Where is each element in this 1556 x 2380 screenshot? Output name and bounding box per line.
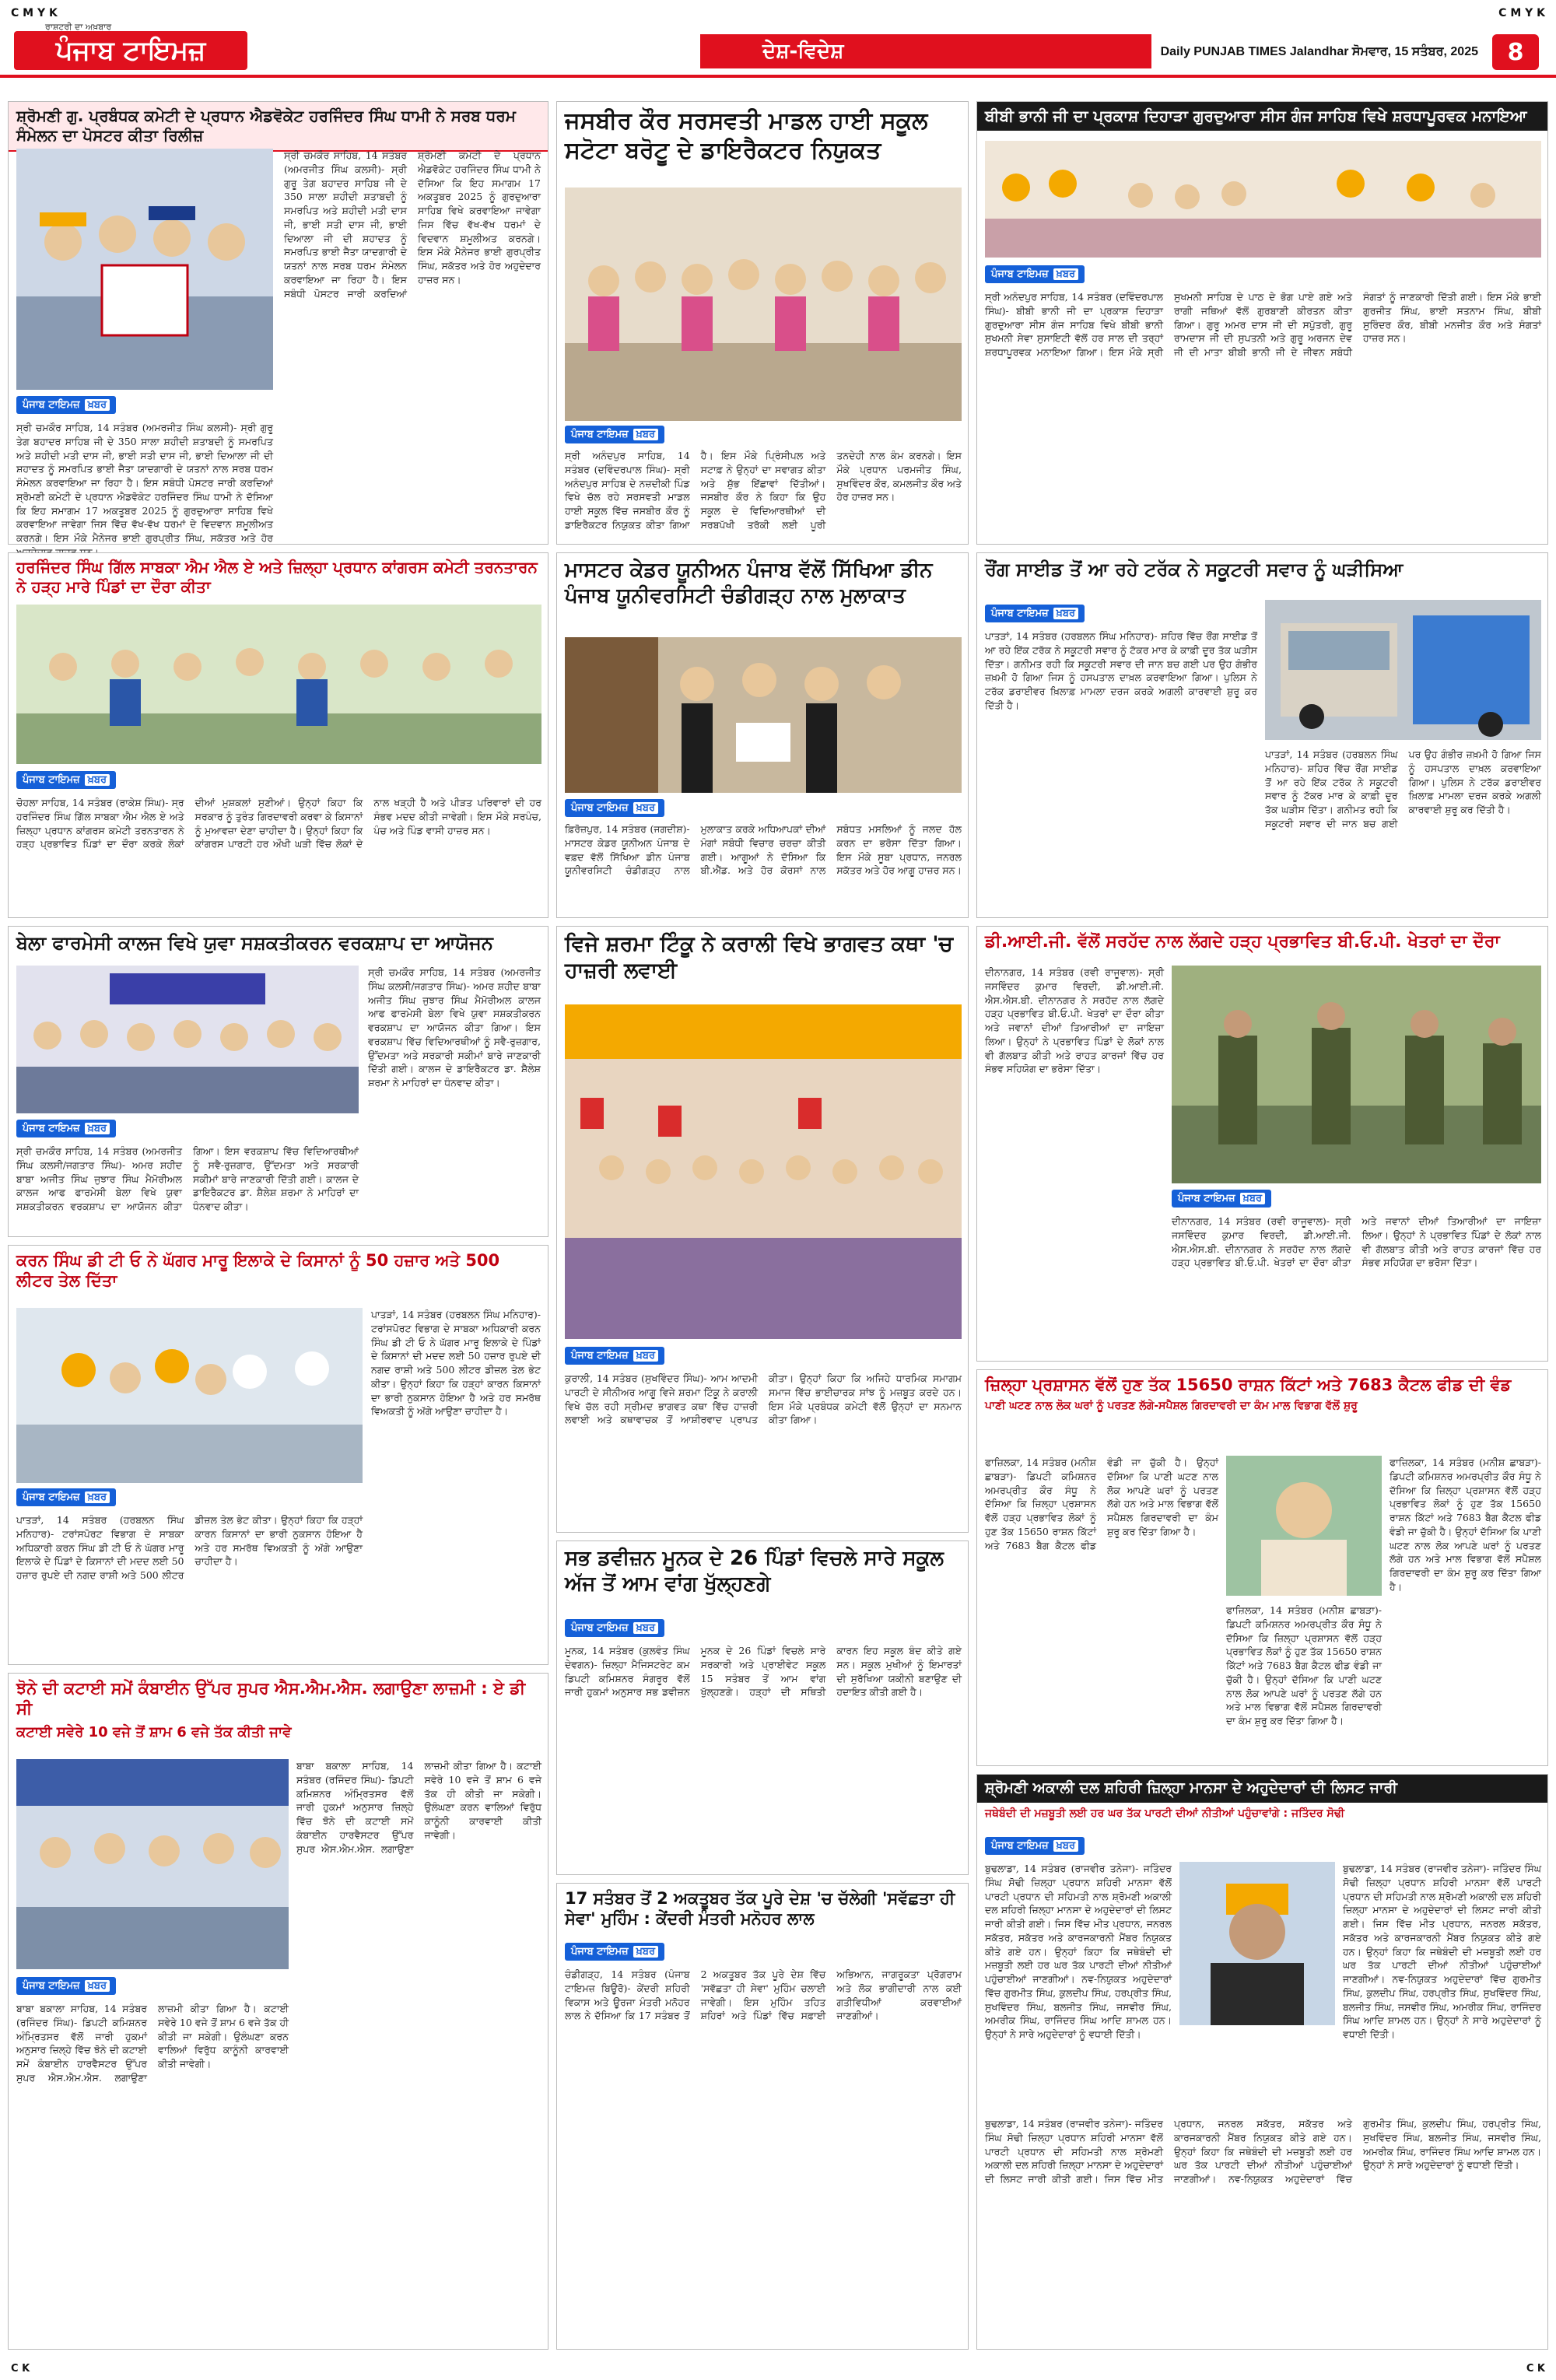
article-swachhata-campaign: [556, 1883, 969, 2350]
headline: ਬੇਲਾ ਫਾਰਮੇਸੀ ਕਾਲਜ ਵਿਖੇ ਯੁਵਾ ਸਸ਼ਕਤੀਕਰਨ ਵਰਕਸ਼ਾਪ ਦਾ ਆਯੋਜਨ: [16, 932, 493, 954]
ck-marks-left: C K: [11, 2363, 30, 2375]
article-body: ਸ੍ਰੀ ਚਮਕੌਰ ਸਾਹਿਬ, 14 ਸਤੰਬਰ (ਅਮਰਜੀਤ ਸਿੰਘ ਕਲਸੀ)- ਸ੍ਰੀ ਗੁਰੂ ਤੇਗ ਬਹਾਦਰ ਸਾਹਿਬ ਜੀ ਦੇ 350 ਸਾਲਾ ਸ਼ਹੀਦੀ ਸ਼ਤਾਬਦੀ ਨੂੰ ਸਮਰਪਿਤ ਅਤੇ ਸ਼ਹੀਦੀ ਮਤੀ ਦਾਸ ਜੀ, ਭਾਈ ਸਤੀ ਦਾਸ ਜੀ, ਭਾਈ ਦਿਆਲਾ ਜੀ ਦੀ ਸ਼ਹਾਦਤ ਨੂੰ ਸਮਰਪਿਤ ਭਾਈ ਜੈਤਾ ਯਾਦਗਾਰੀ ਦੇ ਯਤਨਾਂ ਨਾਲ ਸਰਬ ਧਰਮ ਸੰਮੇਲਨ ਕਰਵਾਇਆ ਜਾ ਰਿਹਾ ਹੈ। ਇਸ ਸਬੰਧੀ ਪੋਸਟਰ ਜਾਰੀ ਕਰਦਿਆਂ ਸ਼੍ਰੋਮਣੀ ਕਮੇਟੀ ਦੇ ਪ੍ਰਧਾਨ ਐਡਵੋਕੇਟ ਹਰਜਿੰਦਰ ਸਿੰਘ ਧਾਮੀ ਨੇ ਦੱਸਿਆ ਕਿ ਇਹ ਸਮਾਗਮ 17 ਅਕਤੂਬਰ 2025 ਨੂੰ ਗੁਰਦੁਆਰਾ ਸਾਹਿਬ ਵਿਖੇ ਕਰਵਾਇਆ ਜਾਵੇਗਾ ਜਿਸ ਵਿੱਚ ਵੱਖ-ਵੱਖ ਧਰਮਾਂ ਦੇ ਵਿਦਵਾਨ ਸ਼ਮੂਲੀਅਤ ਕਰਨਗੇ। ਇਸ ਮੌਕੇ ਮੈਨੇਜਰ ਭਾਈ ਗੁਰਪ੍ਰੀਤ ਸਿੰਘ, ਸਕੱਤਰ ਅਤੇ ਹੋਰ ਅਹੁਦੇਦਾਰ ਹਾਜ਼ਰ ਸਨ।: [284, 149, 541, 300]
news-tag: [985, 1837, 1085, 1855]
tag-kind: ਖ਼ਬਰ: [633, 1622, 658, 1634]
news-photo: [985, 141, 1541, 258]
tag-kind: ਖ਼ਬਰ: [85, 1123, 110, 1134]
top-registration-strip: [0, 0, 1556, 26]
article-body: ਕੁਰਾਲੀ, 14 ਸਤੰਬਰ (ਸੁਖਵਿੰਦਰ ਸਿੰਘ)- ਆਮ ਆਦਮੀ ਪਾਰਟੀ ਦੇ ਸੀਨੀਅਰ ਆਗੂ ਵਿਜੇ ਸ਼ਰਮਾ ਟਿੰਕੂ ਨੇ ਕਰਾਲੀ ਵਿਖੇ ਚੱਲ ਰਹੀ ਸ੍ਰੀਮਦ ਭਾਗਵਤ ਕਥਾ ਵਿੱਚ ਹਾਜ਼ਰੀ ਲਵਾਈ ਅਤੇ ਕਥਾਵਾਚਕ ਤੋਂ ਆਸ਼ੀਰਵਾਦ ਪ੍ਰਾਪਤ ਕੀਤਾ। ਉਨ੍ਹਾਂ ਕਿਹਾ ਕਿ ਅਜਿਹੇ ਧਾਰਮਿਕ ਸਮਾਗਮ ਸਮਾਜ ਵਿੱਚ ਭਾਈਚਾਰਕ ਸਾਂਝ ਨੂੰ ਮਜ਼ਬੂਤ ਕਰਦੇ ਹਨ। ਇਸ ਮੌਕੇ ਪ੍ਰਬੰਧਕ ਕਮੇਟੀ ਵੱਲੋਂ ਉਨ੍ਹਾਂ ਦਾ ਸਨਮਾਨ ਕੀਤਾ ਗਿਆ।: [565, 1372, 962, 1426]
news-tag: [565, 1619, 664, 1637]
article-akali-dal-list: [976, 1774, 1548, 2350]
news-photo: [16, 149, 273, 390]
headline: ਰੌਂਗ ਸਾਈਡ ਤੋਂ ਆ ਰਹੇ ਟਰੱਕ ਨੇ ਸਕੂਟਰੀ ਸਵਾਰ ਨੂੰ ਘੜੀਸਿਆ: [985, 559, 1404, 580]
tag-kind: ਖ਼ਬਰ: [1053, 608, 1078, 619]
tag-brand: ਪੰਜਾਬ ਟਾਇਮਜ਼: [1178, 1193, 1235, 1204]
newspaper-logo: [14, 22, 247, 70]
article-body-lead: ਦੀਨਾਨਗਰ, 14 ਸਤੰਬਰ (ਰਵੀ ਰਾਜੂਵਾਲ)- ਸ੍ਰੀ ਜਸਵਿੰਦਰ ਕੁਮਾਰ ਵਿਰਦੀ, ਡੀ.ਆਈ.ਜੀ. ਐਸ.ਐਸ.ਬੀ. ਦੀਨਾਨਗਰ ਨੇ ਸਰਹੱਦ ਨਾਲ ਲੱਗਦੇ ਹੜ੍ਹ ਪ੍ਰਭਾਵਿਤ ਬੀ.ਓ.ਪੀ. ਖੇਤਰਾਂ ਦਾ ਦੌਰਾ ਕੀਤਾ ਅਤੇ ਜਵਾਨਾਂ ਦੀਆਂ ਤਿਆਰੀਆਂ ਦਾ ਜਾਇਜ਼ਾ ਲਿਆ। ਉਨ੍ਹਾਂ ਨੇ ਪ੍ਰਭਾਵਿਤ ਪਿੰਡਾਂ ਦੇ ਲੋਕਾਂ ਨਾਲ ਵੀ ਗੱਲਬਾਤ ਕੀਤੀ ਅਤੇ ਰਾਹਤ ਕਾਰਜਾਂ ਵਿੱਚ ਹਰ ਸੰਭਵ ਸਹਿਯੋਗ ਦਾ ਭਰੋਸਾ ਦਿੱਤਾ।: [985, 966, 1164, 1075]
article-body: ਫਾਜ਼ਿਲਕਾ, 14 ਸਤੰਬਰ (ਮਨੀਸ਼ ਛਾਬੜਾ)- ਡਿਪਟੀ ਕਮਿਸ਼ਨਰ ਅਮਰਪ੍ਰੀਤ ਕੌਰ ਸੰਧੂ ਨੇ ਦੱਸਿਆ ਕਿ ਜ਼ਿਲ੍ਹਾ ਪ੍ਰਸ਼ਾਸਨ ਵੱਲੋਂ ਹੜ੍ਹ ਪ੍ਰਭਾਵਿਤ ਲੋਕਾਂ ਨੂੰ ਹੁਣ ਤੱਕ 15650 ਰਾਸ਼ਨ ਕਿੱਟਾਂ ਅਤੇ 7683 ਬੈਗ ਕੈਟਲ ਫੀਡ ਵੰਡੀ ਜਾ ਚੁੱਕੀ ਹੈ। ਉਨ੍ਹਾਂ ਦੱਸਿਆ ਕਿ ਪਾਣੀ ਘਟਣ ਨਾਲ ਲੋਕ ਆਪਣੇ ਘਰਾਂ ਨੂੰ ਪਰਤਣ ਲੱਗੇ ਹਨ ਅਤੇ ਮਾਲ ਵਿਭਾਗ ਵੱਲੋਂ ਸਪੈਸ਼ਲ ਗਿਰਦਾਵਰੀ ਦਾ ਕੰਮ ਸ਼ੁਰੂ ਕਰ ਦਿੱਤਾ ਗਿਆ ਹੈ।: [1390, 1456, 1541, 1593]
tag-brand: ਪੰਜਾਬ ਟਾਇਮਜ਼: [991, 1840, 1049, 1852]
article-bhagwat-katha: [556, 926, 969, 1533]
article-body-lead: ਫਾਜ਼ਿਲਕਾ, 14 ਸਤੰਬਰ (ਮਨੀਸ਼ ਛਾਬੜਾ)- ਡਿਪਟੀ ਕਮਿਸ਼ਨਰ ਅਮਰਪ੍ਰੀਤ ਕੌਰ ਸੰਧੂ ਨੇ ਦੱਸਿਆ ਕਿ ਜ਼ਿਲ੍ਹਾ ਪ੍ਰਸ਼ਾਸਨ ਵੱਲੋਂ ਹੜ੍ਹ ਪ੍ਰਭਾਵਿਤ ਲੋਕਾਂ ਨੂੰ ਹੁਣ ਤੱਕ 15650 ਰਾਸ਼ਨ ਕਿੱਟਾਂ ਅਤੇ 7683 ਬੈਗ ਕੈਟਲ ਫੀਡ ਵੰਡੀ ਜਾ ਚੁੱਕੀ ਹੈ। ਉਨ੍ਹਾਂ ਦੱਸਿਆ ਕਿ ਪਾਣੀ ਘਟਣ ਨਾਲ ਲੋਕ ਆਪਣੇ ਘਰਾਂ ਨੂੰ ਪਰਤਣ ਲੱਗੇ ਹਨ ਅਤੇ ਮਾਲ ਵਿਭਾਗ ਵੱਲੋਂ ਸਪੈਸ਼ਲ ਗਿਰਦਾਵਰੀ ਦਾ ਕੰਮ ਸ਼ੁਰੂ ਕਰ ਦਿੱਤਾ ਗਿਆ ਹੈ।: [985, 1456, 1218, 1551]
article-combine-sms: [8, 1673, 548, 2350]
article-body: ਸ੍ਰੀ ਅਨੰਦਪੁਰ ਸਾਹਿਬ, 14 ਸਤੰਬਰ (ਦਵਿੰਦਰਪਾਲ ਸਿੰਘ)- ਬੀਬੀ ਭਾਨੀ ਜੀ ਦਾ ਪ੍ਰਕਾਸ਼ ਦਿਹਾੜਾ ਗੁਰਦੁਆਰਾ ਸੀਸ ਗੰਜ ਸਾਹਿਬ ਵਿਖੇ ਬੀਬੀ ਭਾਨੀ ਸੁਖਮਨੀ ਸੇਵਾ ਸੁਸਾਇਟੀ ਵੱਲੋਂ ਹਰ ਸਾਲ ਦੀ ਤਰ੍ਹਾਂ ਸ਼ਰਧਾਪੂਰਵਕ ਮਨਾਇਆ ਗਿਆ। ਇਸ ਮੌਕੇ ਸ੍ਰੀ ਸੁਖਮਨੀ ਸਾਹਿਬ ਦੇ ਪਾਠ ਦੇ ਭੋਗ ਪਾਏ ਗਏ ਅਤੇ ਰਾਗੀ ਜਥਿਆਂ ਵੱਲੋਂ ਗੁਰਬਾਣੀ ਕੀਰਤਨ ਕੀਤਾ ਗਿਆ। ਗੁਰੂ ਅਮਰ ਦਾਸ ਜੀ ਦੀ ਸਪੁੱਤਰੀ, ਗੁਰੂ ਰਾਮਦਾਸ ਜੀ ਦੀ ਸੁਪਤਨੀ ਅਤੇ ਗੁਰੂ ਅਰਜਨ ਦੇਵ ਜੀ ਦੀ ਮਾਤਾ ਬੀਬੀ ਭਾਨੀ ਜੀ ਦੇ ਜੀਵਨ ਸਬੰਧੀ ਸੰਗਤਾਂ ਨੂੰ ਜਾਣਕਾਰੀ ਦਿੱਤੀ ਗਈ। ਇਸ ਮੌਕੇ ਭਾਈ ਗੁਰਜੀਤ ਸਿੰਘ, ਭਾਈ ਸਤਨਾਮ ਸਿੰਘ, ਬੀਬੀ ਸੁਰਿੰਦਰ ਕੌਰ, ਬੀਬੀ ਮਨਜੀਤ ਕੌਰ ਅਤੇ ਸੰਗਤਾਂ ਹਾਜ਼ਰ ਸਨ।: [985, 291, 1541, 358]
article-flood-visit-congress: [8, 552, 548, 918]
tag-kind: ਖ਼ਬਰ: [633, 429, 658, 440]
cmyk-marks-left: C M Y K: [11, 7, 58, 19]
leader-portrait-photo: [1179, 1862, 1335, 2025]
article-body: ਬੁਢਲਾਡਾ, 14 ਸਤੰਬਰ (ਰਾਜਵੀਰ ਤਨੇਜਾ)- ਜਤਿੰਦਰ ਸਿੰਘ ਸੋਢੀ ਜ਼ਿਲ੍ਹਾ ਪ੍ਰਧਾਨ ਸ਼ਹਿਰੀ ਮਾਨਸਾ ਵੱਲੋਂ ਪਾਰਟੀ ਪ੍ਰਧਾਨ ਦੀ ਸਹਿਮਤੀ ਨਾਲ ਸ਼੍ਰੋਮਣੀ ਅਕਾਲੀ ਦਲ ਸ਼ਹਿਰੀ ਜ਼ਿਲ੍ਹਾ ਮਾਨਸਾ ਦੇ ਅਹੁਦੇਦਾਰਾਂ ਦੀ ਲਿਸਟ ਜਾਰੀ ਕੀਤੀ ਗਈ। ਜਿਸ ਵਿੱਚ ਮੀਤ ਪ੍ਰਧਾਨ, ਜਨਰਲ ਸਕੱਤਰ, ਸਕੱਤਰ ਅਤੇ ਕਾਰਜਕਾਰਨੀ ਮੈਂਬਰ ਨਿਯੁਕਤ ਕੀਤੇ ਗਏ ਹਨ। ਉਨ੍ਹਾਂ ਕਿਹਾ ਕਿ ਜਥੇਬੰਦੀ ਦੀ ਮਜ਼ਬੂਤੀ ਲਈ ਹਰ ਘਰ ਤੱਕ ਪਾਰਟੀ ਦੀਆਂ ਨੀਤੀਆਂ ਪਹੁੰਚਾਈਆਂ ਜਾਣਗੀਆਂ। ਨਵ-ਨਿਯੁਕਤ ਅਹੁਦੇਦਾਰਾਂ ਵਿੱਚ ਗੁਰਮੀਤ ਸਿੰਘ, ਕੁਲਦੀਪ ਸਿੰਘ, ਹਰਪ੍ਰੀਤ ਸਿੰਘ, ਸੁਖਵਿੰਦਰ ਸਿੰਘ, ਬਲਜੀਤ ਸਿੰਘ, ਜਸਵੀਰ ਸਿੰਘ, ਅਮਰੀਕ ਸਿੰਘ, ਰਾਜਿੰਦਰ ਸਿੰਘ ਆਦਿ ਸ਼ਾਮਲ ਹਨ। ਉਨ੍ਹਾਂ ਨੇ ਸਾਰੇ ਅਹੁਦੇਦਾਰਾਂ ਨੂੰ ਵਧਾਈ ਦਿੱਤੀ।: [1343, 1863, 1541, 2040]
tag-kind: ਖ਼ਬਰ: [1053, 268, 1078, 280]
article-body-lead: ਪਾਤੜਾਂ, 14 ਸਤੰਬਰ (ਹਰਬਲਨ ਸਿੰਘ ਮਨਿਹਾਰ)- ਸ਼ਹਿਰ ਵਿੱਚ ਰੌਂਗ ਸਾਈਡ ਤੋਂ ਆ ਰਹੇ ਇੱਕ ਟਰੱਕ ਨੇ ਸਕੂਟਰੀ ਸਵਾਰ ਨੂੰ ਟੱਕਰ ਮਾਰ ਕੇ ਕਾਫ਼ੀ ਦੂਰ ਤੱਕ ਘੜੀਸ ਦਿੱਤਾ। ਗਨੀਮਤ ਰਹੀ ਕਿ ਸਕੂਟਰੀ ਸਵਾਰ ਦੀ ਜਾਨ ਬਚ ਗਈ ਪਰ ਉਹ ਗੰਭੀਰ ਜ਼ਖ਼ਮੀ ਹੋ ਗਿਆ ਜਿਸ ਨੂੰ ਹਸਪਤਾਲ ਦਾਖ਼ਲ ਕਰਵਾਇਆ ਗਿਆ। ਪੁਲਿਸ ਨੇ ਟਰੱਕ ਡਰਾਈਵਰ ਖ਼ਿਲਾਫ਼ ਮਾਮਲਾ ਦਰਜ ਕਰਕੇ ਅਗਲੀ ਕਾਰਵਾਈ ਸ਼ੁਰੂ ਕਰ ਦਿੱਤੀ ਹੈ।: [985, 630, 1257, 711]
article-body: ਸ੍ਰੀ ਅਨੰਦਪੁਰ ਸਾਹਿਬ, 14 ਸਤੰਬਰ (ਦਵਿੰਦਰਪਾਲ ਸਿੰਘ)- ਸ੍ਰੀ ਅਨੰਦਪੁਰ ਸਾਹਿਬ ਦੇ ਨਜ਼ਦੀਕੀ ਪਿੰਡ ਵਿਖੇ ਚੱਲ ਰਹੇ ਸਰਸਵਤੀ ਮਾਡਲ ਹਾਈ ਸਕੂਲ ਵਿੱਚ ਜਸਬੀਰ ਕੌਰ ਨੂੰ ਡਾਇਰੈਕਟਰ ਨਿਯੁਕਤ ਕੀਤਾ ਗਿਆ ਹੈ। ਇਸ ਮੌਕੇ ਪ੍ਰਿੰਸੀਪਲ ਅਤੇ ਸਟਾਫ਼ ਨੇ ਉਨ੍ਹਾਂ ਦਾ ਸਵਾਗਤ ਕੀਤਾ ਅਤੇ ਸ਼ੁੱਭ ਇੱਛਾਵਾਂ ਦਿੱਤੀਆਂ। ਜਸਬੀਰ ਕੌਰ ਨੇ ਕਿਹਾ ਕਿ ਉਹ ਸਕੂਲ ਦੇ ਵਿਦਿਆਰਥੀਆਂ ਦੀ ਸਰਬਪੱਖੀ ਤਰੱਕੀ ਲਈ ਪੂਰੀ ਤਨਦੇਹੀ ਨਾਲ ਕੰਮ ਕਰਨਗੇ। ਇਸ ਮੌਕੇ ਪ੍ਰਧਾਨ ਪਰਮਜੀਤ ਸਿੰਘ, ਸੁਖਵਿੰਦਰ ਕੌਰ, ਕਮਲਜੀਤ ਕੌਰ ਅਤੇ ਹੋਰ ਹਾਜ਼ਰ ਸਨ।: [565, 450, 962, 531]
tag-brand: ਪੰਜਾਬ ਟਾਇਮਜ਼: [571, 1622, 629, 1634]
tag-kind: ਖ਼ਬਰ: [1053, 1840, 1078, 1852]
official-portrait-photo: [1226, 1456, 1382, 1596]
article-poster-release: [8, 101, 548, 545]
tag-brand: ਪੰਜਾਬ ਟਾਇਮਜ਼: [23, 399, 80, 411]
article-body: ਪਾਤੜਾਂ, 14 ਸਤੰਬਰ (ਹਰਬਲਨ ਸਿੰਘ ਮਨਿਹਾਰ)- ਟਰਾਂਸਪੋਰਟ ਵਿਭਾਗ ਦੇ ਸਾਬਕਾ ਅਧਿਕਾਰੀ ਕਰਨ ਸਿੰਘ ਡੀ ਟੀ ਓ ਨੇ ਘੱਗਰ ਮਾਰੂ ਇਲਾਕੇ ਦੇ ਪਿੰਡਾਂ ਦੇ ਕਿਸਾਨਾਂ ਦੀ ਮਦਦ ਲਈ 50 ਹਜ਼ਾਰ ਰੁਪਏ ਦੀ ਨਗਦ ਰਾਸ਼ੀ ਅਤੇ 500 ਲੀਟਰ ਡੀਜ਼ਲ ਤੇਲ ਭੇਟ ਕੀਤਾ। ਉਨ੍ਹਾਂ ਕਿਹਾ ਕਿ ਹੜ੍ਹਾਂ ਕਾਰਨ ਕਿਸਾਨਾਂ ਦਾ ਭਾਰੀ ਨੁਕਸਾਨ ਹੋਇਆ ਹੈ ਅਤੇ ਹਰ ਸਮਰੱਥ ਵਿਅਕਤੀ ਨੂੰ ਅੱਗੇ ਆਉਣਾ ਚਾਹੀਦਾ ਹੈ।: [371, 1309, 541, 1418]
news-tag: [16, 1977, 116, 1995]
news-tag: [565, 1943, 664, 1961]
article-dig-visit: [976, 926, 1548, 1362]
news-tag: [16, 1488, 116, 1506]
article-body-lead: ਪਾਤੜਾਂ, 14 ਸਤੰਬਰ (ਹਰਬਲਨ ਸਿੰਘ ਮਨਿਹਾਰ)- ਟਰਾਂਸਪੋਰਟ ਵਿਭਾਗ ਦੇ ਸਾਬਕਾ ਅਧਿਕਾਰੀ ਕਰਨ ਸਿੰਘ ਡੀ ਟੀ ਓ ਨੇ ਘੱਗਰ ਮਾਰੂ ਇਲਾਕੇ ਦੇ ਪਿੰਡਾਂ ਦੇ ਕਿਸਾਨਾਂ ਦੀ ਮਦਦ ਲਈ 50 ਹਜ਼ਾਰ ਰੁਪਏ ਦੀ ਨਗਦ ਰਾਸ਼ੀ ਅਤੇ 500 ਲੀਟਰ ਡੀਜ਼ਲ ਤੇਲ ਭੇਟ ਕੀਤਾ। ਉਨ੍ਹਾਂ ਕਿਹਾ ਕਿ ਹੜ੍ਹਾਂ ਕਾਰਨ ਕਿਸਾਨਾਂ ਦਾ ਭਾਰੀ ਨੁਕਸਾਨ ਹੋਇਆ ਹੈ ਅਤੇ ਹਰ ਸਮਰੱਥ ਵਿਅਕਤੀ ਨੂੰ ਅੱਗੇ ਆਉਣਾ ਚਾਹੀਦਾ ਹੈ।: [16, 1514, 363, 1581]
tag-brand: ਪੰਜਾਬ ਟਾਇਮਜ਼: [571, 429, 629, 440]
tag-kind: ਖ਼ਬਰ: [85, 1980, 110, 1992]
news-photo: [16, 605, 541, 764]
tag-kind: ਖ਼ਬਰ: [1240, 1193, 1265, 1204]
article-body-lead: ਸ੍ਰੀ ਚਮਕੌਰ ਸਾਹਿਬ, 14 ਸਤੰਬਰ (ਅਮਰਜੀਤ ਸਿੰਘ ਕਲਸੀ/ਜਗਤਾਰ ਸਿੰਘ)- ਅਮਰ ਸ਼ਹੀਦ ਬਾਬਾ ਅਜੀਤ ਸਿੰਘ ਜੁਝਾਰ ਸਿੰਘ ਮੈਮੋਰੀਅਲ ਕਾਲਜ ਆਫ ਫਾਰਮੇਸੀ ਬੇਲਾ ਵਿਖੇ ਯੁਵਾ ਸਸ਼ਕਤੀਕਰਨ ਵਰਕਸ਼ਾਪ ਦਾ ਆਯੋਜਨ ਕੀਤਾ ਗਿਆ। ਇਸ ਵਰਕਸ਼ਾਪ ਵਿੱਚ ਵਿਦਿਆਰਥੀਆਂ ਨੂੰ ਸਵੈ-ਰੁਜ਼ਗਾਰ, ਉੱਦਮਤਾ ਅਤੇ ਸਰਕਾਰੀ ਸਕੀਮਾਂ ਬਾਰੇ ਜਾਣਕਾਰੀ ਦਿੱਤੀ ਗਈ। ਕਾਲਜ ਦੇ ਡਾਇਰੈਕਟਰ ਡਾ. ਸ਼ੈਲੇਸ਼ ਸ਼ਰਮਾ ਨੇ ਮਾਹਿਰਾਂ ਦਾ ਧੰਨਵਾਦ ਕੀਤਾ।: [16, 1145, 359, 1212]
article-body-lead: ਸ੍ਰੀ ਚਮਕੌਰ ਸਾਹਿਬ, 14 ਸਤੰਬਰ (ਅਮਰਜੀਤ ਸਿੰਘ ਕਲਸੀ)- ਸ੍ਰੀ ਗੁਰੂ ਤੇਗ ਬਹਾਦਰ ਸਾਹਿਬ ਜੀ ਦੇ 350 ਸਾਲਾ ਸ਼ਹੀਦੀ ਸ਼ਤਾਬਦੀ ਨੂੰ ਸਮਰਪਿਤ ਅਤੇ ਸ਼ਹੀਦੀ ਮਤੀ ਦਾਸ ਜੀ, ਭਾਈ ਸਤੀ ਦਾਸ ਜੀ, ਭਾਈ ਦਿਆਲਾ ਜੀ ਦੀ ਸ਼ਹਾਦਤ ਨੂੰ ਸਮਰਪਿਤ ਭਾਈ ਜੈਤਾ ਯਾਦਗਾਰੀ ਦੇ ਯਤਨਾਂ ਨਾਲ ਸਰਬ ਧਰਮ ਸੰਮੇਲਨ ਕਰਵਾਇਆ ਜਾ ਰਿਹਾ ਹੈ। ਇਸ ਸਬੰਧੀ ਪੋਸਟਰ ਜਾਰੀ ਕਰਦਿਆਂ ਸ਼੍ਰੋਮਣੀ ਕਮੇਟੀ ਦੇ ਪ੍ਰਧਾਨ ਐਡਵੋਕੇਟ ਹਰਜਿੰਦਰ ਸਿੰਘ ਧਾਮੀ ਨੇ ਦੱਸਿਆ ਕਿ ਇਹ ਸਮਾਗਮ 17 ਅਕਤੂਬਰ 2025 ਨੂੰ ਗੁਰਦੁਆਰਾ ਸਾਹਿਬ ਵਿਖੇ ਕਰਵਾਇਆ ਜਾਵੇਗਾ ਜਿਸ ਵਿੱਚ ਵੱਖ-ਵੱਖ ਧਰਮਾਂ ਦੇ ਵਿਦਵਾਨ ਸ਼ਮੂਲੀਅਤ ਕਰਨਗੇ। ਇਸ ਮੌਕੇ ਮੈਨੇਜਰ ਭਾਈ ਗੁਰਪ੍ਰੀਤ ਸਿੰਘ, ਸਕੱਤਰ ਅਤੇ ਹੋਰ: [16, 422, 273, 544]
page-number: 8: [1492, 34, 1539, 70]
news-photo: [565, 637, 962, 793]
tag-brand: ਪੰਜਾਬ ਟਾਇਮਜ਼: [23, 774, 80, 786]
headline: ਸ਼੍ਰੋਮਣੀ ਗੁ. ਪ੍ਰਬੰਧਕ ਕਮੇਟੀ ਦੇ ਪ੍ਰਧਾਨ ਐਡਵੋਕੇਟ ਹਰਜਿੰਦਰ ਸਿੰਘ ਧਾਮੀ ਨੇ ਸਰਬ ਧਰਮ ਸੰਮੇਲਨ ਦਾ ਪੋਸਟਰ ਕੀਤਾ ਰਿਲੀਜ਼: [9, 102, 548, 152]
article-body: ਫ਼ਿਰੋਜ਼ਪੁਰ, 14 ਸਤੰਬਰ (ਜਗਦੀਸ਼)- ਮਾਸਟਰ ਕੇਡਰ ਯੂਨੀਅਨ ਪੰਜਾਬ ਦੇ ਵਫ਼ਦ ਵੱਲੋਂ ਸਿੱਖਿਆ ਡੀਨ ਪੰਜਾਬ ਯੂਨੀਵਰਸਿਟੀ ਚੰਡੀਗੜ੍ਹ ਨਾਲ ਮੁਲਾਕਾਤ ਕਰਕੇ ਅਧਿਆਪਕਾਂ ਦੀਆਂ ਮੰਗਾਂ ਸਬੰਧੀ ਵਿਚਾਰ ਚਰਚਾ ਕੀਤੀ ਗਈ। ਆਗੂਆਂ ਨੇ ਦੱਸਿਆ ਕਿ ਬੀ.ਐੱਡ. ਅਤੇ ਹੋਰ ਕੋਰਸਾਂ ਨਾਲ ਸਬੰਧਤ ਮਸਲਿਆਂ ਨੂੰ ਜਲਦ ਹੱਲ ਕਰਨ ਦਾ ਭਰੋਸਾ ਦਿੱਤਾ ਗਿਆ। ਇਸ ਮੌਕੇ ਸੂਬਾ ਪ੍ਰਧਾਨ, ਜਨਰਲ ਸਕੱਤਰ ਅਤੇ ਹੋਰ ਆਗੂ ਹਾਜ਼ਰ ਸਨ।: [565, 823, 962, 877]
headline: ਸਭ ਡਵੀਜ਼ਨ ਮੂਨਕ ਦੇ 26 ਪਿੰਡਾਂ ਵਿਚਲੇ ਸਾਰੇ ਸਕੂਲ ਅੱਜ ਤੋਂ ਆਮ ਵਾਂਗ ਖੁੱਲ੍ਹਣਗੇ: [565, 1547, 944, 1596]
tag-brand: ਪੰਜਾਬ ਟਾਇਮਜ਼: [571, 802, 629, 814]
news-tag: [16, 396, 116, 414]
tag-kind: ਖ਼ਬਰ: [85, 399, 110, 411]
article-body: ਮੂਨਕ, 14 ਸਤੰਬਰ (ਕੁਲਵੰਤ ਸਿੰਘ ਦੇਵਗਨ)- ਜ਼ਿਲ੍ਹਾ ਮੈਜਿਸਟਰੇਟ ਕਮ ਡਿਪਟੀ ਕਮਿਸ਼ਨਰ ਸੰਗਰੂਰ ਵੱਲੋਂ ਜਾਰੀ ਹੁਕਮਾਂ ਅਨੁਸਾਰ ਸਭ ਡਵੀਜ਼ਨ ਮੂਨਕ ਦੇ 26 ਪਿੰਡਾਂ ਵਿਚਲੇ ਸਾਰੇ ਸਰਕਾਰੀ ਅਤੇ ਪ੍ਰਾਈਵੇਟ ਸਕੂਲ 15 ਸਤੰਬਰ ਤੋਂ ਆਮ ਵਾਂਗ ਖੁੱਲ੍ਹਣਗੇ। ਹੜ੍ਹਾਂ ਦੀ ਸਥਿਤੀ ਕਾਰਨ ਇਹ ਸਕੂਲ ਬੰਦ ਕੀਤੇ ਗਏ ਸਨ। ਸਕੂਲ ਮੁਖੀਆਂ ਨੂੰ ਇਮਾਰਤਾਂ ਦੀ ਸੁਰੱਖਿਆ ਯਕੀਨੀ ਬਣਾਉਣ ਦੀ ਹਦਾਇਤ ਕੀਤੀ ਗਈ ਹੈ।: [565, 1645, 962, 1698]
article-ghaggar-farmers-help: [8, 1245, 548, 1665]
news-photo: [16, 966, 359, 1113]
headline: ਸ਼੍ਰੋਮਣੀ ਅਕਾਲੀ ਦਲ ਸ਼ਹਿਰੀ ਜ਼ਿਲ੍ਹਾ ਮਾਨਸਾ ਦੇ ਅਹੁਦੇਦਾਰਾਂ ਦੀ ਲਿਸਟ ਜਾਰੀ: [977, 1775, 1547, 1803]
news-photo: [1172, 966, 1541, 1183]
tag-kind: ਖ਼ਬਰ: [85, 774, 110, 786]
tag-brand: ਪੰਜਾਬ ਟਾਇਮਜ਼: [571, 1946, 629, 1958]
article-truck-accident: [976, 552, 1548, 918]
headline: ਵਿਜੇ ਸ਼ਰਮਾ ਟਿੰਕੂ ਨੇ ਕਰਾਲੀ ਵਿਖੇ ਭਾਗਵਤ ਕਥਾ 'ਚ ਹਾਜ਼ਰੀ ਲਵਾਈ: [565, 932, 953, 983]
news-photo: [16, 1308, 363, 1483]
headline: ਜ਼ਿਲ੍ਹਾ ਪ੍ਰਸ਼ਾਸਨ ਵੱਲੋਂ ਹੁਣ ਤੱਕ 15650 ਰਾਸ਼ਨ ਕਿੱਟਾਂ ਅਤੇ 7683 ਕੈਟਲ ਫੀਡ ਦੀ ਵੰਡ: [985, 1376, 1512, 1394]
article-body: ਬਾਬਾ ਬਕਾਲਾ ਸਾਹਿਬ, 14 ਸਤੰਬਰ (ਰਜਿੰਦਰ ਸਿੰਘ)- ਡਿਪਟੀ ਕਮਿਸ਼ਨਰ ਅੰਮ੍ਰਿਤਸਰ ਵੱਲੋਂ ਜਾਰੀ ਹੁਕਮਾਂ ਅਨੁਸਾਰ ਜ਼ਿਲ੍ਹੇ ਵਿੱਚ ਝੋਨੇ ਦੀ ਕਟਾਈ ਸਮੇਂ ਕੰਬਾਈਨ ਹਾਰਵੈਸਟਰ ਉੱਪਰ ਸੁਪਰ ਐਸ.ਐਮ.ਐਸ. ਲਗਾਉਣਾ ਲਾਜ਼ਮੀ ਕੀਤਾ ਗਿਆ ਹੈ। ਕਟਾਈ ਸਵੇਰੇ 10 ਵਜੇ ਤੋਂ ਸ਼ਾਮ 6 ਵਜੇ ਤੱਕ ਹੀ ਕੀਤੀ ਜਾ ਸਕੇਗੀ। ਉਲੰਘਣਾ ਕਰਨ ਵਾਲਿਆਂ ਵਿਰੁੱਧ ਕਾਨੂੰਨੀ ਕਾਰਵਾਈ ਕੀਤੀ ਜਾਵੇਗੀ।: [296, 1760, 541, 1855]
article-body: ਸ੍ਰੀ ਚਮਕੌਰ ਸਾਹਿਬ, 14 ਸਤੰਬਰ (ਅਮਰਜੀਤ ਸਿੰਘ ਕਲਸੀ/ਜਗਤਾਰ ਸਿੰਘ)- ਅਮਰ ਸ਼ਹੀਦ ਬਾਬਾ ਅਜੀਤ ਸਿੰਘ ਜੁਝਾਰ ਸਿੰਘ ਮੈਮੋਰੀਅਲ ਕਾਲਜ ਆਫ ਫਾਰਮੇਸੀ ਬੇਲਾ ਵਿਖੇ ਯੁਵਾ ਸਸ਼ਕਤੀਕਰਨ ਵਰਕਸ਼ਾਪ ਦਾ ਆਯੋਜਨ ਕੀਤਾ ਗਿਆ। ਇਸ ਵਰਕਸ਼ਾਪ ਵਿੱਚ ਵਿਦਿਆਰਥੀਆਂ ਨੂੰ ਸਵੈ-ਰੁਜ਼ਗਾਰ, ਉੱਦਮਤਾ ਅਤੇ ਸਰਕਾਰੀ ਸਕੀਮਾਂ ਬਾਰੇ ਜਾਣਕਾਰੀ ਦਿੱਤੀ ਗਈ। ਕਾਲਜ ਦੇ ਡਾਇਰੈਕਟਰ ਡਾ. ਸ਼ੈਲੇਸ਼ ਸ਼ਰਮਾ ਨੇ ਮਾਹਿਰਾਂ ਦਾ ਧੰਨਵਾਦ ਕੀਤਾ।: [368, 966, 541, 1088]
bottom-registration-strip: [0, 2357, 1556, 2380]
article-body: ਚੰਡੀਗੜ੍ਹ, 14 ਸਤੰਬਰ (ਪੰਜਾਬ ਟਾਇਮਜ਼ ਬਿਊਰੋ)- ਕੇਂਦਰੀ ਸ਼ਹਿਰੀ ਵਿਕਾਸ ਅਤੇ ਊਰਜਾ ਮੰਤਰੀ ਮਨੋਹਰ ਲਾਲ ਨੇ ਦੱਸਿਆ ਕਿ 17 ਸਤੰਬਰ ਤੋਂ 2 ਅਕਤੂਬਰ ਤੱਕ ਪੂਰੇ ਦੇਸ਼ ਵਿੱਚ 'ਸਵੱਛਤਾ ਹੀ ਸੇਵਾ' ਮੁਹਿੰਮ ਚਲਾਈ ਜਾਵੇਗੀ। ਇਸ ਮੁਹਿੰਮ ਤਹਿਤ ਸ਼ਹਿਰਾਂ ਅਤੇ ਪਿੰਡਾਂ ਵਿੱਚ ਸਫ਼ਾਈ ਅਭਿਆਨ, ਜਾਗਰੂਕਤਾ ਪ੍ਰੋਗਰਾਮ ਅਤੇ ਲੋਕ ਭਾਗੀਦਾਰੀ ਨਾਲ ਕਈ ਗਤੀਵਿਧੀਆਂ ਕਰਵਾਈਆਂ ਜਾਣਗੀਆਂ।: [565, 1968, 962, 2022]
tag-kind: ਖ਼ਬਰ: [633, 802, 658, 814]
tag-kind: ਖ਼ਬਰ: [85, 1491, 110, 1503]
article-body-continued: ਫਾਜ਼ਿਲਕਾ, 14 ਸਤੰਬਰ (ਮਨੀਸ਼ ਛਾਬੜਾ)- ਡਿਪਟੀ ਕਮਿਸ਼ਨਰ ਅਮਰਪ੍ਰੀਤ ਕੌਰ ਸੰਧੂ ਨੇ ਦੱਸਿਆ ਕਿ ਜ਼ਿਲ੍ਹਾ ਪ੍ਰਸ਼ਾਸਨ ਵੱਲੋਂ ਹੜ੍ਹ ਪ੍ਰਭਾਵਿਤ ਲੋਕਾਂ ਨੂੰ ਹੁਣ ਤੱਕ 15650 ਰਾਸ਼ਨ ਕਿੱਟਾਂ ਅਤੇ 7683 ਬੈਗ ਕੈਟਲ ਫੀਡ ਵੰਡੀ ਜਾ ਚੁੱਕੀ ਹੈ। ਉਨ੍ਹਾਂ ਦੱਸਿਆ ਕਿ ਪਾਣੀ ਘਟਣ ਨਾਲ ਲੋਕ ਆਪਣੇ ਘਰਾਂ ਨੂੰ ਪਰਤਣ ਲੱਗੇ ਹਨ ਅਤੇ ਮਾਲ ਵਿਭਾਗ ਵੱਲੋਂ ਸਪੈਸ਼ਲ ਗਿਰਦਾਵਰੀ ਦਾ ਕੰਮ ਸ਼ੁਰੂ ਕਰ ਦਿੱਤਾ ਗਿਆ ਹੈ।: [1226, 1604, 1382, 1726]
news-photo: [565, 1004, 962, 1339]
article-body: ਚੋਹਲਾ ਸਾਹਿਬ, 14 ਸਤੰਬਰ (ਰਾਕੇਸ਼ ਸਿੰਘ)- ਸ੍ਰ ਹਰਜਿੰਦਰ ਸਿੰਘ ਗਿੱਲ ਸਾਬਕਾ ਐਮ ਐਲ ਏ ਅਤੇ ਜ਼ਿਲ੍ਹਾ ਪ੍ਰਧਾਨ ਕਾਂਗਰਸ ਕਮੇਟੀ ਤਰਨਤਾਰਨ ਨੇ ਹੜ੍ਹ ਪ੍ਰਭਾਵਿਤ ਪਿੰਡਾਂ ਦਾ ਦੌਰਾ ਕਰਕੇ ਲੋਕਾਂ ਦੀਆਂ ਮੁਸ਼ਕਲਾਂ ਸੁਣੀਆਂ। ਉਨ੍ਹਾਂ ਕਿਹਾ ਕਿ ਸਰਕਾਰ ਨੂੰ ਤੁਰੰਤ ਗਿਰਦਾਵਰੀ ਕਰਵਾ ਕੇ ਕਿਸਾਨਾਂ ਨੂੰ ਮੁਆਵਜ਼ਾ ਦੇਣਾ ਚਾਹੀਦਾ ਹੈ। ਉਨ੍ਹਾਂ ਕਿਹਾ ਕਿ ਕਾਂਗਰਸ ਪਾਰਟੀ ਹਰ ਔਖੀ ਘੜੀ ਵਿੱਚ ਲੋਕਾਂ ਦੇ ਨਾਲ ਖੜ੍ਹੀ ਹੈ ਅਤੇ ਪੀੜਤ ਪਰਿਵਾਰਾਂ ਦੀ ਹਰ ਸੰਭਵ ਮਦਦ ਕੀਤੀ ਜਾਵੇਗੀ। ਇਸ ਮੌਕੇ ਸਰਪੰਚ, ਪੰਚ ਅਤੇ ਪਿੰਡ ਵਾਸੀ ਹਾਜ਼ਰ ਸਨ।: [16, 797, 541, 850]
tag-brand: ਪੰਜਾਬ ਟਾਇਮਜ਼: [23, 1123, 80, 1134]
news-photo: [565, 188, 962, 421]
subheadline: ਕਟਾਈ ਸਵੇਰੇ 10 ਵਜੇ ਤੋਂ ਸ਼ਾਮ 6 ਵਜੇ ਤੱਕ ਕੀਤੀ ਜਾਵੇ: [16, 1723, 292, 1740]
news-tag: [1172, 1190, 1271, 1208]
news-tag: [565, 426, 664, 443]
subheadline: ਪਾਣੀ ਘਟਣ ਨਾਲ ਲੋਕ ਘਰਾਂ ਨੂੰ ਪਰਤਣ ਲੱਗੇ-ਸਪੈਸ਼ਲ ਗਿਰਦਾਵਰੀ ਦਾ ਕੰਮ ਮਾਲ ਵਿਭਾਗ ਵੱਲੋਂ ਸ਼ੁਰੂ: [985, 1400, 1358, 1413]
article-master-cadre-union: [556, 552, 969, 918]
article-director-appointed: [556, 101, 969, 545]
article-body-continued: ਬੁਢਲਾਡਾ, 14 ਸਤੰਬਰ (ਰਾਜਵੀਰ ਤਨੇਜਾ)- ਜਤਿੰਦਰ ਸਿੰਘ ਸੋਢੀ ਜ਼ਿਲ੍ਹਾ ਪ੍ਰਧਾਨ ਸ਼ਹਿਰੀ ਮਾਨਸਾ ਵੱਲੋਂ ਪਾਰਟੀ ਪ੍ਰਧਾਨ ਦੀ ਸਹਿਮਤੀ ਨਾਲ ਸ਼੍ਰੋਮਣੀ ਅਕਾਲੀ ਦਲ ਸ਼ਹਿਰੀ ਜ਼ਿਲ੍ਹਾ ਮਾਨਸਾ ਦੇ ਅਹੁਦੇਦਾਰਾਂ ਦੀ ਲਿਸਟ ਜਾਰੀ ਕੀਤੀ ਗਈ। ਜਿਸ ਵਿੱਚ ਮੀਤ ਪ੍ਰਧਾਨ, ਜਨਰਲ ਸਕੱਤਰ, ਸਕੱਤਰ ਅਤੇ ਕਾਰਜਕਾਰਨੀ ਮੈਂਬਰ ਨਿਯੁਕਤ ਕੀਤੇ ਗਏ ਹਨ। ਉਨ੍ਹਾਂ ਕਿਹਾ ਕਿ ਜਥੇਬੰਦੀ ਦੀ ਮਜ਼ਬੂਤੀ ਲਈ ਹਰ ਘਰ ਤੱਕ ਪਾਰਟੀ ਦੀਆਂ ਨੀਤੀਆਂ ਪਹੁੰਚਾਈਆਂ ਜਾਣਗੀਆਂ। ਨਵ-ਨਿਯੁਕਤ ਅਹੁਦੇਦਾਰਾਂ ਵਿੱਚ ਗੁਰਮੀਤ ਸਿੰਘ, ਕੁਲਦੀਪ ਸਿੰਘ, ਹਰਪ੍ਰੀਤ ਸਿੰਘ, ਸੁਖਵਿੰਦਰ ਸਿੰਘ, ਬਲਜੀਤ ਸਿੰਘ, ਜਸਵੀਰ ਸਿੰਘ, ਅਮਰੀਕ ਸਿੰਘ, ਰਾਜਿੰਦਰ ਸਿੰਘ ਆਦਿ ਸ਼ਾਮਲ ਹਨ। ਉਨ੍ਹਾਂ ਨੇ ਸਾਰੇ ਅਹੁਦੇਦਾਰਾਂ ਨੂੰ ਵਧਾਈ ਦਿੱਤੀ।: [985, 2118, 1541, 2185]
masthead: [0, 22, 1556, 78]
news-tag: [985, 265, 1085, 283]
tag-brand: ਪੰਜਾਬ ਟਾਇਮਜ਼: [991, 268, 1049, 280]
news-tag: [565, 799, 664, 817]
news-photo: [16, 1759, 289, 1969]
news-tag: [16, 771, 116, 789]
article-body: ਦੀਨਾਨਗਰ, 14 ਸਤੰਬਰ (ਰਵੀ ਰਾਜੂਵਾਲ)- ਸ੍ਰੀ ਜਸਵਿੰਦਰ ਕੁਮਾਰ ਵਿਰਦੀ, ਡੀ.ਆਈ.ਜੀ. ਐਸ.ਐਸ.ਬੀ. ਦੀਨਾਨਗਰ ਨੇ ਸਰਹੱਦ ਨਾਲ ਲੱਗਦੇ ਹੜ੍ਹ ਪ੍ਰਭਾਵਿਤ ਬੀ.ਓ.ਪੀ. ਖੇਤਰਾਂ ਦਾ ਦੌਰਾ ਕੀਤਾ ਅਤੇ ਜਵਾਨਾਂ ਦੀਆਂ ਤਿਆਰੀਆਂ ਦਾ ਜਾਇਜ਼ਾ ਲਿਆ। ਉਨ੍ਹਾਂ ਨੇ ਪ੍ਰਭਾਵਿਤ ਪਿੰਡਾਂ ਦੇ ਲੋਕਾਂ ਨਾਲ ਵੀ ਗੱਲਬਾਤ ਕੀਤੀ ਅਤੇ ਰਾਹਤ ਕਾਰਜਾਂ ਵਿੱਚ ਹਰ ਸੰਭਵ ਸਹਿਯੋਗ ਦਾ ਭਰੋਸਾ ਦਿੱਤਾ।: [1172, 1215, 1541, 1269]
subheadline: ਜਥੇਬੰਦੀ ਦੀ ਮਜ਼ਬੂਤੀ ਲਈ ਹਰ ਘਰ ਤੱਕ ਪਾਰਟੀ ਦੀਆਂ ਨੀਤੀਆਂ ਪਹੁੰਚਾਵਾਂਗੇ : ਜਤਿੰਦਰ ਸੋਢੀ: [985, 1807, 1345, 1820]
cmyk-marks-right: C M Y K: [1498, 7, 1545, 19]
ck-marks-right: C K: [1526, 2363, 1545, 2375]
dateline: Daily PUNJAB TIMES Jalandhar ਸੋਮਵਾਰ, 15 ਸਤੰਬਰ, 2025: [1160, 45, 1478, 58]
headline: ਜਸਬੀਰ ਕੌਰ ਸਰਸਵਤੀ ਮਾਡਲ ਹਾਈ ਸਕੂਲ ਸਟੋਟਾ ਬਰੋਟੂ ਦੇ ਡਾਇਰੈਕਟਰ ਨਿਯੁਕਤ: [565, 107, 928, 164]
news-tag: [985, 605, 1085, 622]
tag-brand: ਪੰਜਾਬ ਟਾਇਮਜ਼: [23, 1980, 80, 1992]
article-body: ਪਾਤੜਾਂ, 14 ਸਤੰਬਰ (ਹਰਬਲਨ ਸਿੰਘ ਮਨਿਹਾਰ)- ਸ਼ਹਿਰ ਵਿੱਚ ਰੌਂਗ ਸਾਈਡ ਤੋਂ ਆ ਰਹੇ ਇੱਕ ਟਰੱਕ ਨੇ ਸਕੂਟਰੀ ਸਵਾਰ ਨੂੰ ਟੱਕਰ ਮਾਰ ਕੇ ਕਾਫ਼ੀ ਦੂਰ ਤੱਕ ਘੜੀਸ ਦਿੱਤਾ। ਗਨੀਮਤ ਰਹੀ ਕਿ ਸਕੂਟਰੀ ਸਵਾਰ ਦੀ ਜਾਨ ਬਚ ਗਈ ਪਰ ਉਹ ਗੰਭੀਰ ਜ਼ਖ਼ਮੀ ਹੋ ਗਿਆ ਜਿਸ ਨੂੰ ਹਸਪਤਾਲ ਦਾਖ਼ਲ ਕਰਵਾਇਆ ਗਿਆ। ਪੁਲਿਸ ਨੇ ਟਰੱਕ ਡਰਾਈਵਰ ਖ਼ਿਲਾਫ਼ ਮਾਮਲਾ ਦਰਜ ਕਰਕੇ ਅਗਲੀ ਕਾਰਵਾਈ ਸ਼ੁਰੂ ਕਰ ਦਿੱਤੀ ਹੈ।: [1265, 748, 1541, 829]
headline: 17 ਸਤੰਬਰ ਤੋਂ 2 ਅਕਤੂਬਰ ਤੱਕ ਪੂਰੇ ਦੇਸ਼ 'ਚ ਚੱਲੇਗੀ 'ਸਵੱਛਤਾ ਹੀ ਸੇਵਾ' ਮੁਹਿੰਮ : ਕੇਂਦਰੀ ਮੰਤਰੀ ਮਨੋਹਰ ਲਾਲ: [565, 1889, 955, 1929]
headline: ਹਰਜਿੰਦਰ ਸਿੰਘ ਗਿੱਲ ਸਾਬਕਾ ਐਮ ਐਲ ਏ ਅਤੇ ਜ਼ਿਲ੍ਹਾ ਪ੍ਰਧਾਨ ਕਾਂਗਰਸ ਕਮੇਟੀ ਤਰਨਤਾਰਨ ਨੇ ਹੜ੍ਹ ਮਾਰੇ ਪਿੰਡਾਂ ਦਾ ਦੌਰਾ ਕੀਤਾ: [16, 558, 538, 596]
article-bibi-bhani-ji: [976, 101, 1548, 545]
logo-text: ਪੰਜਾਬ ਟਾਇਮਜ਼: [55, 35, 206, 66]
headline: ਕਰਨ ਸਿੰਘ ਡੀ ਟੀ ਓ ਨੇ ਘੱਗਰ ਮਾਰੂ ਇਲਾਕੇ ਦੇ ਕਿਸਾਨਾਂ ਨੂੰ 50 ਹਜ਼ਾਰ ਅਤੇ 500 ਲੀਟਰ ਤੇਲ ਦਿੱਤਾ: [16, 1251, 500, 1291]
news-tag: [565, 1347, 664, 1365]
article-schools-reopen: [556, 1541, 969, 1875]
headline: ਮਾਸਟਰ ਕੇਡਰ ਯੂਨੀਅਨ ਪੰਜਾਬ ਵੱਲੋਂ ਸਿੱਖਿਆ ਡੀਨ ਪੰਜਾਬ ਯੂਨੀਵਰਸਿਟੀ ਚੰਡੀਗੜ੍ਹ ਨਾਲ ਮੁਲਾਕਾਤ: [565, 559, 933, 608]
tag-brand: ਪੰਜਾਬ ਟਾਇਮਜ਼: [991, 608, 1049, 619]
news-photo: [1265, 600, 1541, 740]
news-tag: [16, 1120, 116, 1137]
tag-kind: ਖ਼ਬਰ: [633, 1350, 658, 1362]
logo-tagline: ਰਾਸ਼ਟਰੀ ਦਾ ਅਖ਼ਬਾਰ: [45, 22, 112, 32]
tag-kind: ਖ਼ਬਰ: [633, 1946, 658, 1958]
article-ration-kits: [976, 1369, 1548, 1766]
article-youth-workshop: [8, 926, 548, 1237]
section-title: ਦੇਸ਼-ਵਿਦੇਸ਼: [700, 34, 1151, 68]
tag-brand: ਪੰਜਾਬ ਟਾਇਮਜ਼: [571, 1350, 629, 1362]
headline: ਝੋਨੇ ਦੀ ਕਟਾਈ ਸਮੇਂ ਕੰਬਾਈਨ ਉੱਪਰ ਸੁਪਰ ਐਸ.ਐਮ.ਐਸ. ਲਗਾਉਣਾ ਲਾਜ਼ਮੀ : ਏ ਡੀ ਸੀ: [16, 1679, 526, 1719]
headline: ਡੀ.ਆਈ.ਜੀ. ਵੱਲੋਂ ਸਰਹੱਦ ਨਾਲ ਲੱਗਦੇ ਹੜ੍ਹ ਪ੍ਰਭਾਵਿਤ ਬੀ.ਓ.ਪੀ. ਖੇਤਰਾਂ ਦਾ ਦੌਰਾ: [985, 932, 1500, 952]
article-body-lead: ਬੁਢਲਾਡਾ, 14 ਸਤੰਬਰ (ਰਾਜਵੀਰ ਤਨੇਜਾ)- ਜਤਿੰਦਰ ਸਿੰਘ ਸੋਢੀ ਜ਼ਿਲ੍ਹਾ ਪ੍ਰਧਾਨ ਸ਼ਹਿਰੀ ਮਾਨਸਾ ਵੱਲੋਂ ਪਾਰਟੀ ਪ੍ਰਧਾਨ ਦੀ ਸਹਿਮਤੀ ਨਾਲ ਸ਼੍ਰੋਮਣੀ ਅਕਾਲੀ ਦਲ ਸ਼ਹਿਰੀ ਜ਼ਿਲ੍ਹਾ ਮਾਨਸਾ ਦੇ ਅਹੁਦੇਦਾਰਾਂ ਦੀ ਲਿਸਟ ਜਾਰੀ ਕੀਤੀ ਗਈ। ਜਿਸ ਵਿੱਚ ਮੀਤ ਪ੍ਰਧਾਨ, ਜਨਰਲ ਸਕੱਤਰ, ਸਕੱਤਰ ਅਤੇ ਕਾਰਜਕਾਰਨੀ ਮੈਂਬਰ ਨਿਯੁਕਤ ਕੀਤੇ ਗਏ ਹਨ। ਉਨ੍ਹਾਂ ਕਿਹਾ ਕਿ ਜਥੇਬੰਦੀ ਦੀ ਮਜ਼ਬੂਤੀ ਲਈ ਹਰ ਘਰ ਤੱਕ ਪਾਰਟੀ ਦੀਆਂ ਨੀਤੀਆਂ ਪਹੁੰਚਾਈਆਂ ਜਾਣਗੀਆਂ। ਨਵ-ਨਿਯੁਕਤ ਅਹੁਦੇਦਾਰਾਂ ਵਿੱਚ ਗੁਰਮੀਤ ਸਿੰਘ, ਕੁਲਦੀਪ ਸਿੰਘ, ਹਰਪ੍ਰੀਤ ਸਿੰਘ, ਸੁਖਵਿੰਦਰ ਸਿੰਘ, ਬਲਜੀਤ ਸਿੰਘ, ਜਸਵੀਰ ਸਿੰਘ, ਅਮਰੀਕ ਸਿੰਘ, ਰਾਜਿੰਦਰ ਸਿੰਘ ਆਦਿ ਸ਼ਾਮਲ ਹਨ। ਉਨ੍ਹਾਂ ਨੇ ਸਾਰੇ ਅਹੁਦੇਦਾਰਾਂ ਨੂੰ ਵਧਾਈ ਦਿੱਤੀ।: [985, 1863, 1172, 2040]
headline: ਬੀਬੀ ਭਾਨੀ ਜੀ ਦਾ ਪ੍ਰਕਾਸ਼ ਦਿਹਾੜਾ ਗੁਰਦੁਆਰਾ ਸੀਸ ਗੰਜ ਸਾਹਿਬ ਵਿਖੇ ਸ਼ਰਧਾਪੂਰਵਕ ਮਨਾਇਆ: [977, 102, 1547, 131]
tag-brand: ਪੰਜਾਬ ਟਾਇਮਜ਼: [23, 1491, 80, 1503]
article-body-lead: ਬਾਬਾ ਬਕਾਲਾ ਸਾਹਿਬ, 14 ਸਤੰਬਰ (ਰਜਿੰਦਰ ਸਿੰਘ)- ਡਿਪਟੀ ਕਮਿਸ਼ਨਰ ਅੰਮ੍ਰਿਤਸਰ ਵੱਲੋਂ ਜਾਰੀ ਹੁਕਮਾਂ ਅਨੁਸਾਰ ਜ਼ਿਲ੍ਹੇ ਵਿੱਚ ਝੋਨੇ ਦੀ ਕਟਾਈ ਸਮੇਂ ਕੰਬਾਈਨ ਹਾਰਵੈਸਟਰ ਉੱਪਰ ਸੁਪਰ ਐਸ.ਐਮ.ਐਸ. ਲਗਾਉਣਾ ਲਾਜ਼ਮੀ ਕੀਤਾ ਗਿਆ ਹੈ। ਕਟਾਈ ਸਵੇਰੇ 10 ਵਜੇ ਤੋਂ ਸ਼ਾਮ 6 ਵਜੇ ਤੱਕ ਹੀ ਕੀਤੀ ਜਾ ਸਕੇਗੀ। ਉਲੰਘਣਾ ਕਰਨ ਵਾਲਿਆਂ ਵਿਰੁੱਧ ਕਾਨੂੰਨੀ ਕਾਰਵਾਈ ਕੀਤੀ ਜਾਵੇਗੀ।: [16, 2003, 289, 2084]
